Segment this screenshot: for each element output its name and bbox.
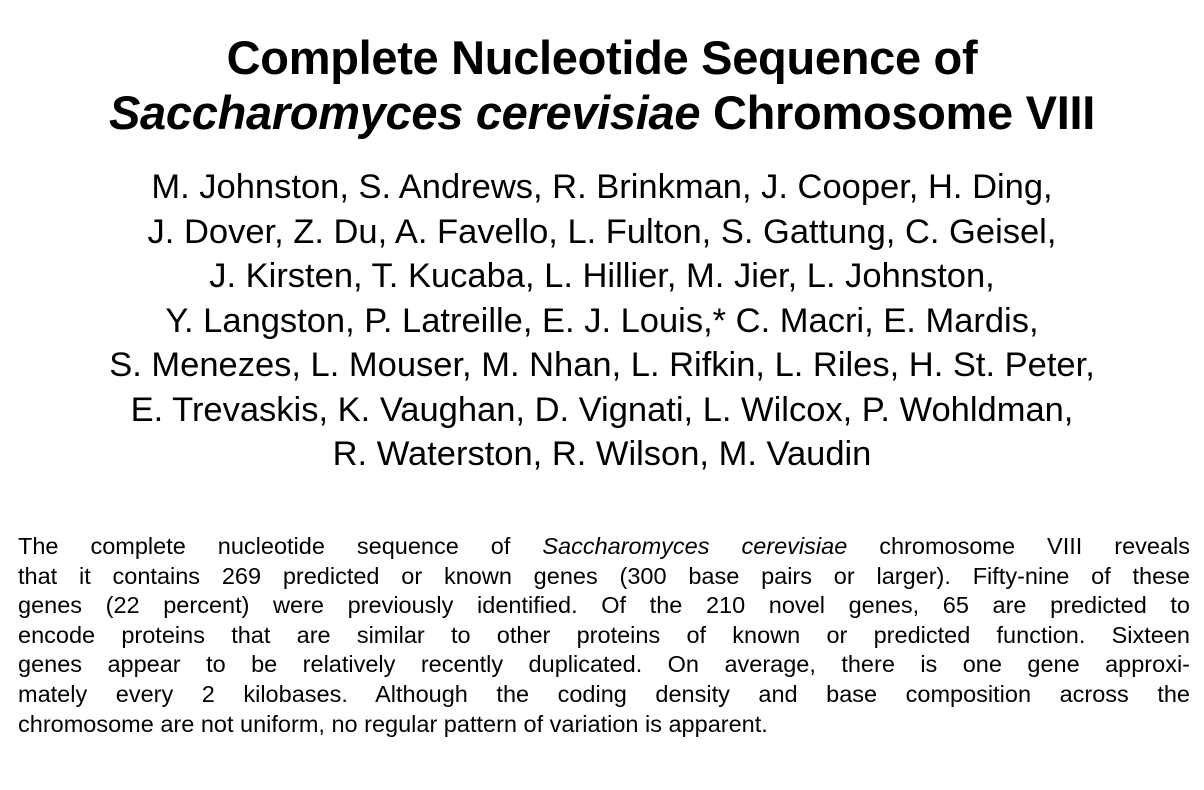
- author-line: R. Waterston, R. Wilson, M. Vaudin: [332, 435, 872, 473]
- author-list: [0, 165, 1204, 477]
- author-line: E. Trevaskis, K. Vaughan, D. Vignati, L. Wilcox, P. Wohldman,: [130, 390, 1074, 429]
- author-line: S. Menezes, L. Mouser, M. Nhan, L. Rifkin, L. Riles, H. St. Peter,: [109, 346, 1095, 384]
- abstract: [18, 532, 1190, 739]
- abstract-line: mately every 2 kilobases. Although the coding density and base composition across the: [18, 680, 1190, 707]
- abstract-species-italic: Saccharomyces cerevisiae: [542, 533, 848, 559]
- abstract-line: [18, 532, 1190, 562]
- title-line-1: Complete Nucleotide Sequence of: [226, 31, 978, 84]
- abstract-line: genes appear to be relatively recently duplicated. On average, there is one gene approxi-: [18, 651, 1190, 678]
- abstract-line: that it contains 269 predicted or known genes (300 base pairs or larger). Fifty-nine of these: [18, 562, 1190, 589]
- abstract-line-1-start: The complete nucleotide sequence of: [18, 533, 543, 559]
- author-line: M. Johnston, S. Andrews, R. Brinkman, J. Cooper, H. Ding,: [151, 168, 1053, 206]
- abstract-line: chromosome are not uniform, no regular pattern of variation is apparent.: [18, 710, 768, 737]
- abstract-line: encode proteins that are similar to other proteins of known or predicted function. Sixteen: [18, 621, 1190, 648]
- author-line: Y. Langston, P. Latreille, E. J. Louis,* C. Macri, E. Mardis,: [165, 301, 1039, 340]
- author-line: J. Dover, Z. Du, A. Favello, L. Fulton, S. Gattung, C. Geisel,: [147, 212, 1057, 251]
- title-species-italic: Saccharomyces cerevisiae: [109, 86, 701, 139]
- title-chromosome: Chromosome VIII: [700, 86, 1095, 139]
- author-line: J. Kirsten, T. Kucaba, L. Hillier, M. Jier, L. Johnston,: [209, 257, 995, 295]
- abstract-line: genes (22 percent) were previously identified. Of the 210 novel genes, 65 are predicted to: [18, 592, 1190, 619]
- title-line-2: [0, 85, 1204, 140]
- abstract-line-1-end: chromosome VIII reveals: [847, 533, 1190, 559]
- article-title: [0, 30, 1204, 140]
